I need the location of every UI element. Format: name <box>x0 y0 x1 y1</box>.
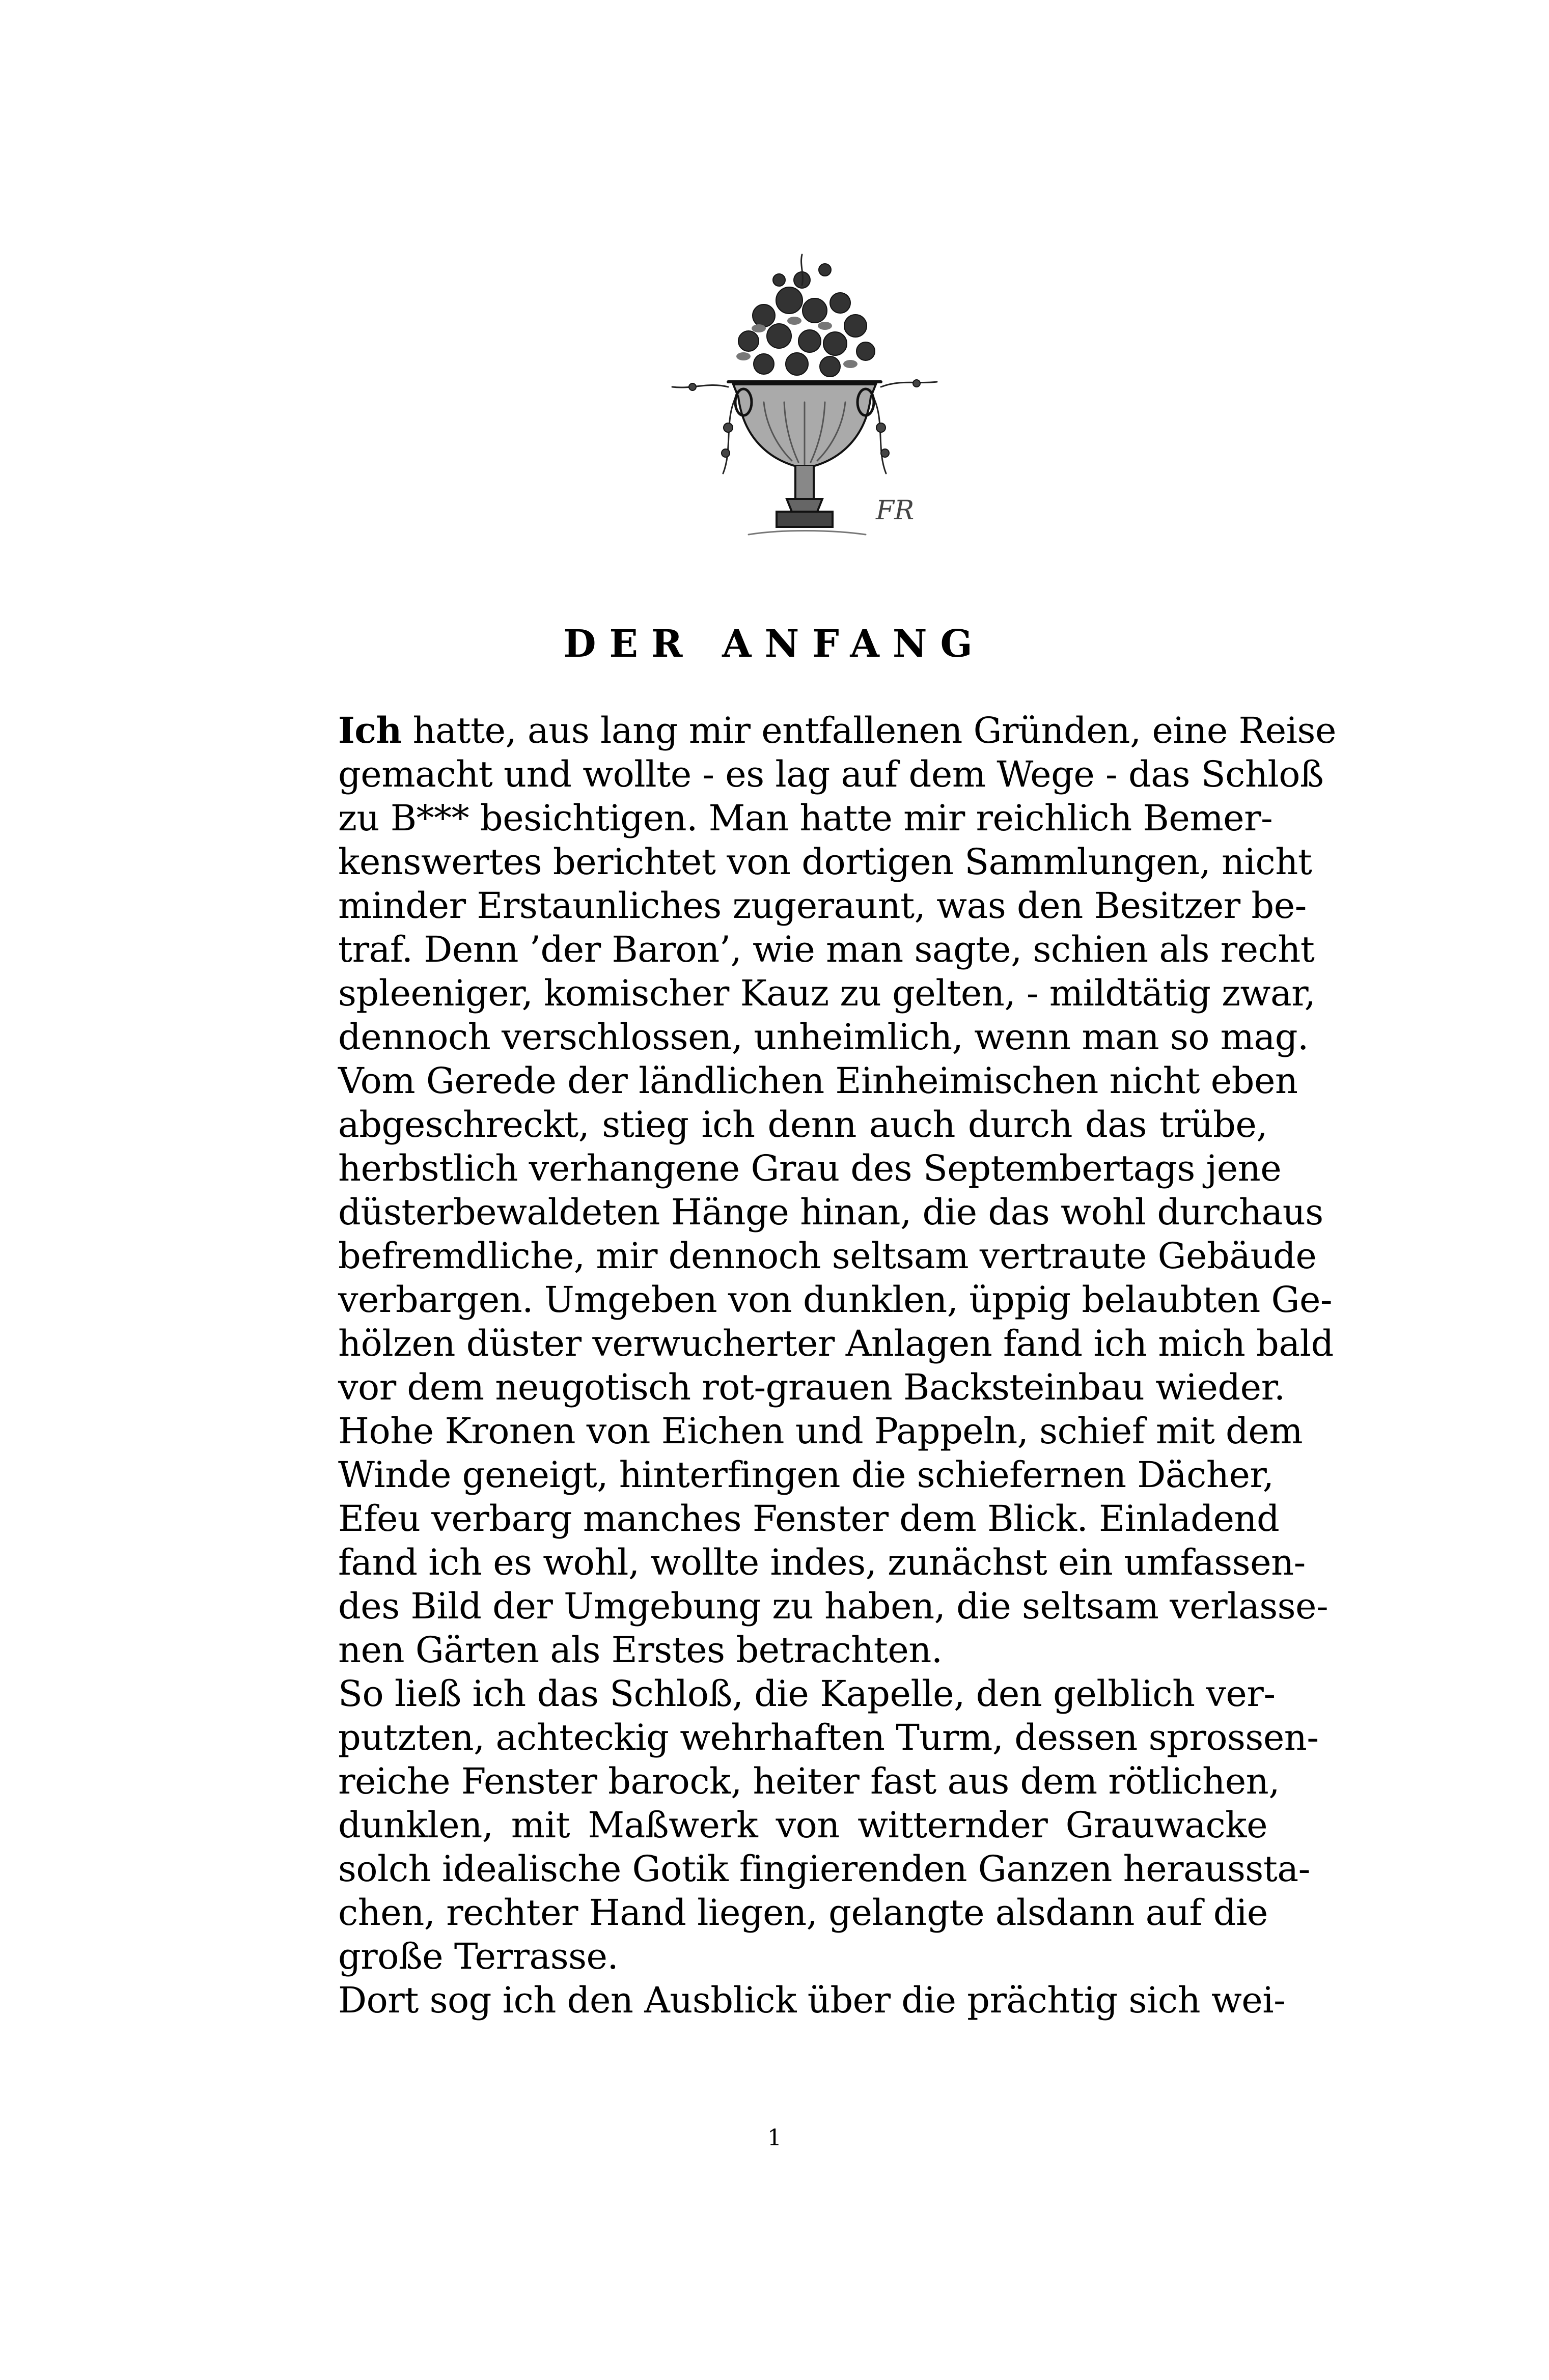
text-line: des Bild der Umgebung zu haben, die seltsam verlasse- <box>338 1585 1329 1627</box>
text-line: solch idealische Gotik fingierenden Ganzen heraussta- <box>338 1848 1310 1890</box>
text-line: So ließ ich das Schloß, die Kapelle, den gelblich ver- <box>338 1673 1276 1715</box>
text-line: Ich hatte, aus lang mir entfallenen Gründen, eine Reise <box>338 709 1336 751</box>
page-number: 1 <box>767 2125 782 2151</box>
text-line: chen, rechter Hand liegen, gelangte alsdann auf die <box>338 1892 1268 1934</box>
text-line: traf. Denn ’der Baron’, wie man sagte, schien als recht <box>338 929 1315 970</box>
text-line: vor dem neugotisch rot-grauen Backsteinbau wieder. <box>338 1366 1285 1408</box>
text-line: fand ich es wohl, wollte indes, zunächst ein umfassen- <box>338 1542 1306 1583</box>
text-line: herbstlich verhangene Grau des Septembertags jene <box>338 1147 1282 1189</box>
text-line: Efeu verbarg manches Fenster dem Blick. Einladend <box>338 1498 1280 1539</box>
text-line: Hohe Kronen von Eichen und Pappeln, schief mit dem <box>338 1410 1303 1452</box>
initial-word: Ich <box>338 709 402 751</box>
text-line: reiche Fenster barock, heiter fast aus dem rötlichen, <box>338 1760 1280 1802</box>
text-line: Winde geneigt, hinterfingen die schiefernen Dächer, <box>338 1454 1274 1496</box>
text-line: verbargen. Umgeben von dunklen, üppig belaubten Ge- <box>338 1279 1333 1321</box>
text-line: nen Gärten als Erstes betrachten. <box>338 1629 943 1671</box>
text-line: dennoch verschlossen, unheimlich, wenn man so mag. <box>338 1016 1309 1058</box>
text-line: spleeniger, komischer Kauz zu gelten, - mildtätig zwar, <box>338 972 1316 1014</box>
text-line: abgeschreckt, stieg ich denn auch durch das trübe, <box>338 1104 1267 1145</box>
text-line: große Terrasse. <box>338 1936 619 1977</box>
flower-urn-vignette-icon <box>662 234 947 580</box>
chapter-title: DER ANFANG <box>563 622 986 666</box>
text-line: kenswertes berichtet von dortigen Sammlungen, nicht <box>338 841 1312 883</box>
text-line: zu B*** besichtigen. Man hatte mir reichlich Bemer- <box>338 797 1273 839</box>
text-line: gemacht und wollte - es lag auf dem Wege - das Schloß <box>338 753 1324 795</box>
svg-text:FR: FR <box>876 495 915 526</box>
text-line: dunklen, mit Maßwerk von witternder Grauwacke <box>338 1804 1267 1846</box>
text-line: putzten, achteckig wehrhaften Turm, dessen sprossen- <box>338 1717 1319 1758</box>
body-text <box>338 709 1336 2022</box>
text-line: hölzen düster verwucherter Anlagen fand ich mich bald <box>338 1323 1334 1364</box>
text-line: befremdliche, mir dennoch seltsam vertraute Gebäude <box>338 1235 1317 1277</box>
text-line: Vom Gerede der ländlichen Einheimischen nicht eben <box>338 1060 1298 1102</box>
text-line: Dort sog ich den Ausblick über die prächtig sich wei- <box>338 1979 1286 2021</box>
text-line: düsterbewaldeten Hänge hinan, die das wohl durchaus <box>338 1191 1323 1233</box>
text-line: minder Erstaunliches zugeraunt, was den Besitzer be- <box>338 885 1307 927</box>
